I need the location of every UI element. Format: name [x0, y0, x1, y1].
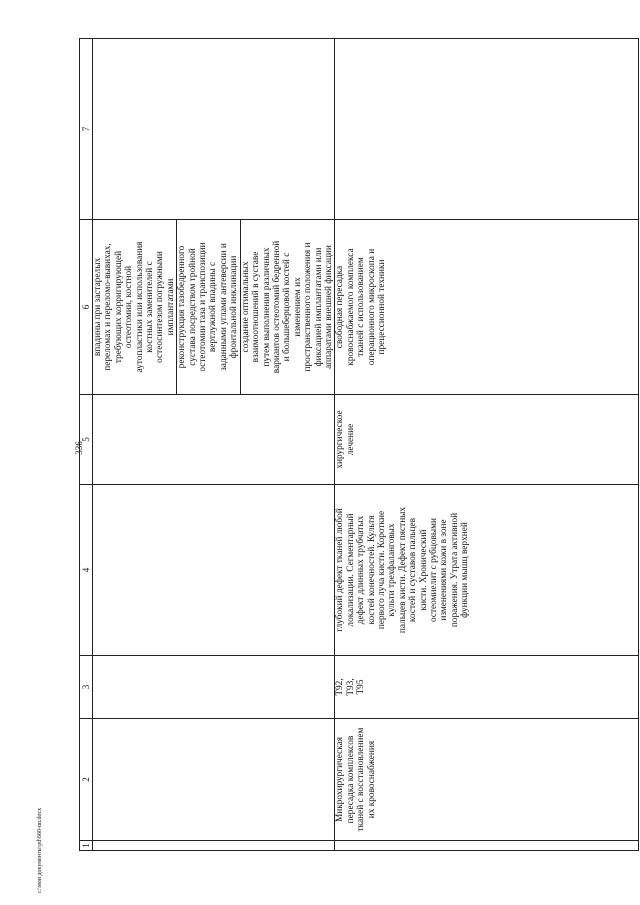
header-col-3: 3 — [80, 656, 93, 719]
cell-empty — [335, 39, 639, 220]
text-line: пересадка комплексов — [345, 735, 356, 824]
text-line: изменением их — [292, 277, 303, 337]
text-line: лечение — [345, 423, 356, 456]
text-line: изменениями кожи в зоне — [439, 519, 450, 621]
cell-empty — [93, 395, 335, 485]
table-row — [93, 39, 335, 851]
header-col-6: 6 — [80, 220, 93, 395]
text-line: аппаратами внешней фиксации — [323, 245, 334, 369]
text-line: операционного микроскопа и — [366, 248, 377, 366]
text-line: T95 — [356, 679, 367, 695]
text-line: T93, — [345, 678, 356, 696]
text-line: хирургическое — [335, 410, 346, 469]
text-line: поражения. Утрата активной — [449, 512, 460, 628]
text-line: вариантов остеотомий бедренной — [271, 240, 282, 374]
header-col-2: 2 — [80, 719, 93, 841]
text-line: фронтальной инклинации — [229, 255, 240, 359]
table-row — [335, 39, 639, 851]
header-col-5: 5 — [80, 395, 93, 485]
text-line: костных заменителей с — [145, 261, 156, 353]
method-block — [93, 220, 177, 394]
text-line: аутопластики или использования — [134, 241, 145, 373]
text-line: костей конечностей. Культя — [366, 515, 377, 625]
text-line: остеосинтезом погружными — [155, 251, 166, 363]
text-line: пространственного положения и — [303, 242, 314, 372]
text-line: остеотомии таза и транспозиции — [198, 242, 209, 372]
cell-icd-codes — [335, 656, 639, 719]
cell-empty — [93, 39, 335, 220]
text-line: фиксацией имплантатами или — [313, 247, 324, 367]
text-line: прецессионной техники — [376, 259, 387, 355]
method-block — [241, 220, 335, 394]
header-row — [80, 39, 93, 851]
cell-method — [335, 220, 639, 395]
text-line: первого луча кисти. Короткие — [376, 510, 387, 630]
header-col-7: 7 — [80, 39, 93, 220]
text-line: переломах и переломо-вывихах, — [103, 243, 114, 371]
text-line: взаимоотношений в суставе — [251, 251, 262, 363]
text-line: T92, — [335, 678, 346, 696]
text-line: создание оптимальных — [240, 261, 251, 353]
cell-empty — [93, 485, 335, 656]
cell-empty — [335, 841, 639, 851]
text-line: впадины при застарелых — [93, 257, 103, 357]
text-line: путем выполнения различных — [261, 247, 272, 367]
cell-empty — [93, 841, 335, 851]
text-line: остеотомии, костной — [124, 265, 135, 349]
text-line: свободная пересадка — [335, 265, 346, 349]
header-col-1: 1 — [80, 841, 93, 851]
text-line: культи трехфаланговых — [387, 523, 398, 617]
text-line: требующих корригирующей — [113, 250, 124, 364]
cell-diagnosis — [335, 485, 639, 656]
text-line: тканей с использованием — [356, 257, 367, 357]
text-line: заданными углами антеверсии и — [218, 243, 229, 371]
text-line: остеомиелит с рубцовыми — [429, 518, 439, 623]
page-number: 336 — [74, 441, 84, 455]
text-line: дефект длинных трубчатых — [356, 515, 367, 625]
text-line: их кровоснабжения — [366, 740, 377, 819]
text-line: Микрохирургическая — [335, 737, 346, 822]
footer-file-path: c:\мои документы\pd\660-nn.docx — [37, 807, 43, 893]
text-line: сустава посредством тройной — [187, 248, 198, 366]
cell-empty — [93, 656, 335, 719]
text-line: и большеберцовой костей с — [282, 252, 293, 362]
text-line: функции мышц верхней — [460, 522, 471, 618]
cell-treatment-type — [335, 395, 639, 485]
treatment-table — [79, 38, 639, 851]
text-line: имплантатами — [165, 278, 176, 336]
text-line: реконструкция тазобедренного — [177, 245, 188, 369]
header-col-4: 4 — [80, 485, 93, 656]
text-line: костей и суставов пальцев — [408, 517, 419, 623]
text-line: локализации. Сегментарный — [345, 513, 356, 627]
text-line: кровоснабжаемого комплекса — [345, 248, 356, 366]
cell-methods — [93, 220, 335, 395]
cell-procedure-name — [335, 719, 639, 841]
text-line: тканей с восстановлением — [356, 727, 367, 832]
rotated-table-sheet — [79, 39, 584, 851]
cell-empty — [93, 719, 335, 841]
method-block — [177, 220, 240, 394]
text-line: пальцев кисти. Дефект пястных — [397, 506, 408, 634]
text-line: кисти. Хронический — [418, 529, 429, 611]
text-line: вертлужной впадины с — [208, 261, 219, 353]
text-line: глубокий дефект тканей любой — [335, 508, 346, 632]
